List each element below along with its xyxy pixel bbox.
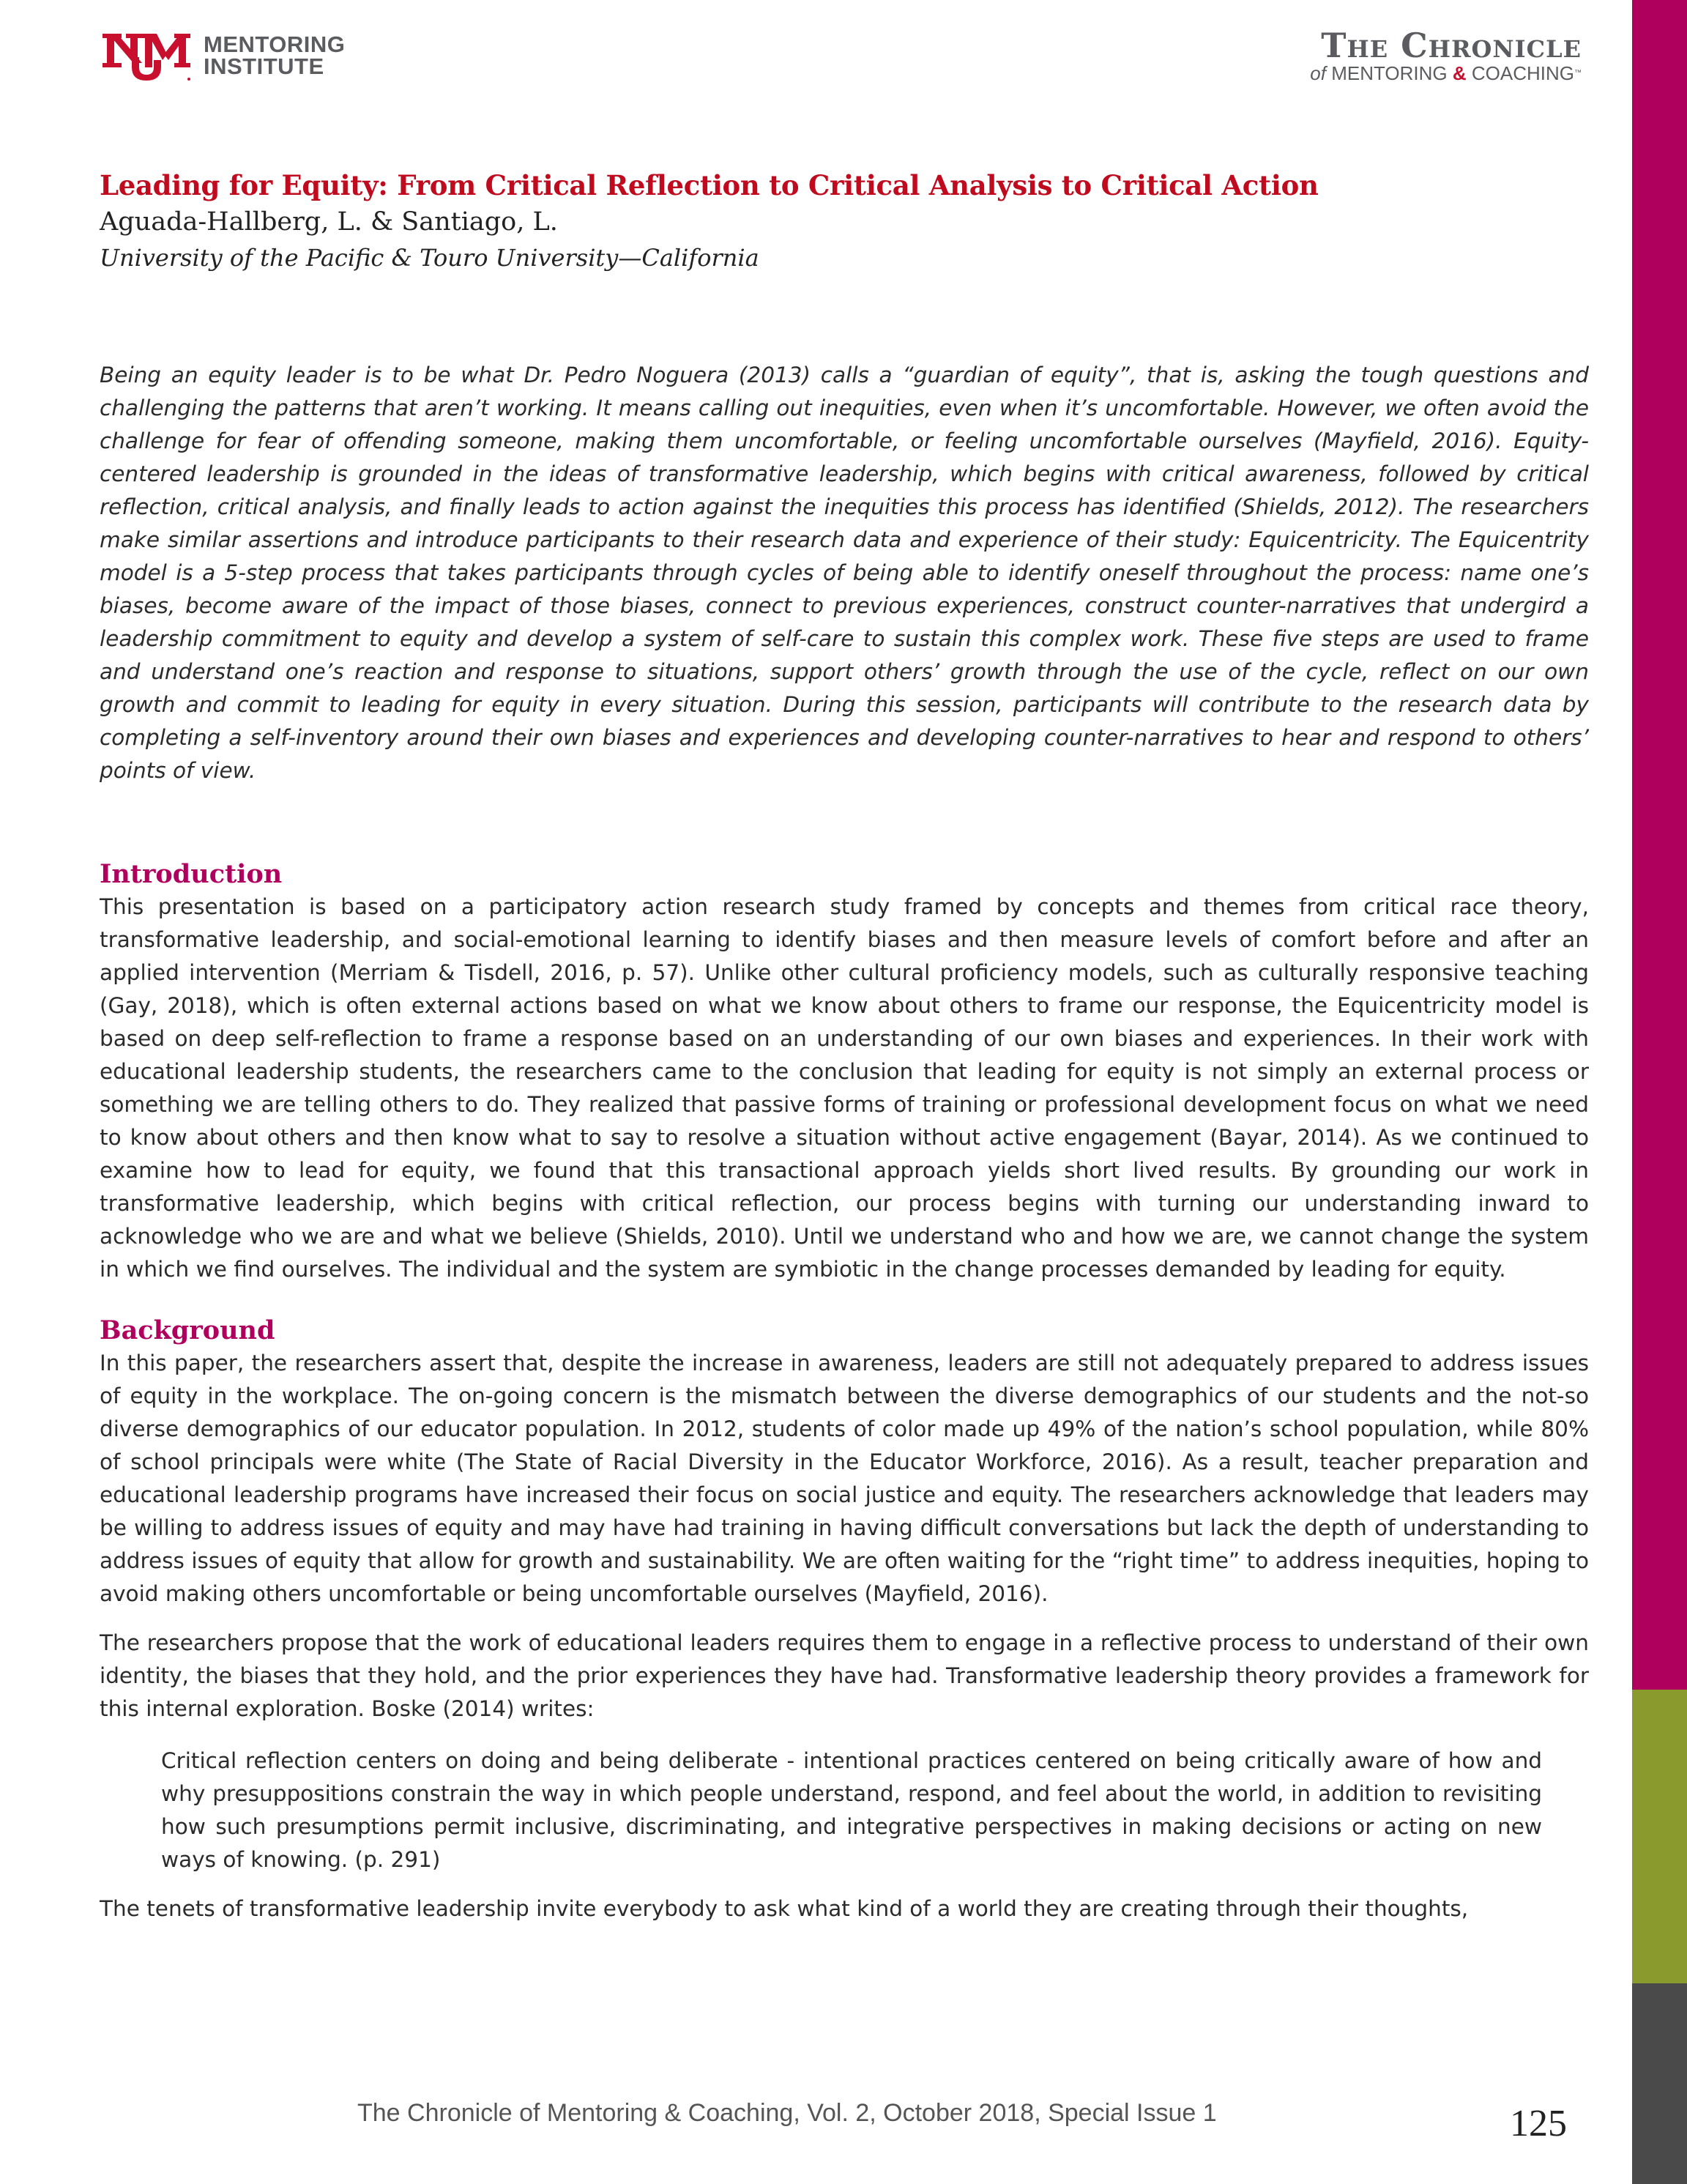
logo-line-2: INSTITUTE xyxy=(204,53,324,79)
article-affiliation: University of the Pacific & Touro University—California xyxy=(100,244,759,272)
article-body xyxy=(100,359,1589,1925)
article-title: Leading for Equity: From Critical Reflection to Critical Analysis to Critical Action xyxy=(100,169,1319,201)
unm-logo-icon xyxy=(101,29,190,82)
footer-citation: The Chronicle of Mentoring & Coaching, Vol. 2, October 2018, Special Issue 1 xyxy=(357,2099,1217,2127)
article-authors: Aguada-Hallberg, L. & Santiago, L. xyxy=(100,207,558,237)
chronicle-logo xyxy=(1274,28,1582,83)
introduction-paragraph: This presentation is based on a participatory action research study framed by concepts and themes from critical race theory, transformative leadership, and social-emotional learning to identify biases and then measure levels of comfort before and after an applied intervention (Merriam & Tisdell, 2016, p. 57). Unlike other cultural proficiency models, such as culturally responsive teaching (Gay, 2018), which is often external actions based on what we know about others to frame our response, the Equicentricity model is based on deep self-reflection to frame a response based on an understanding of our own biases and experiences. In their work with educational leadership students, the researchers came to the conclusion that leading for equity is not simply an external process or something we are telling others to do. They realized that passive forms of training or professional development focus on what we need to know about others and then know what to say to resolve a situation without active engagement (Bayar, 2014). As we continued to examine how to lead for equity, we found that this transactional approach yields short lived results. By grounding our work in transformative leadership, which begins with critical reflection, our process begins with turning our understanding inward to acknowledge who we are and what we believe (Shields, 2010). Until we understand who and how we are, we cannot change the system in which we find ourselves. The individual and the system are symbiotic in the change processes demanded by leading for equity. xyxy=(100,894,1589,1282)
side-stripe-olive xyxy=(1632,1690,1687,1983)
abstract: Being an equity leader is to be what Dr. Pedro Noguera (2013) calls a “guardian of equity”, that is, asking the tough questions and challenging the patterns that aren’t working. It means calling out inequities, even when it’s uncomfortable. However, we often avoid the challenge for fear of offending someone, making them uncomfortable, or feeling uncomfortable ourselves (Mayfield, 2016). Equity-centered leadership is grounded in the ideas of transformative leadership, which begins with critical awareness, followed by critical reflection, critical analysis, and finally leads to action against the inequities this process has identified (Shields, 2012). The researchers make similar assertions and introduce participants to their research data and experience of their study: Equicentricity. The Equicentrity model is a 5-step process that takes participants through cycles of being able to identify oneself throughout the process: name one’s biases, become aware of the impact of those biases, connect to previous experiences, construct counter-narratives that undergird a leadership commitment to equity and develop a system of self-care to sustain this complex work. These five steps are used to frame and understand one’s reaction and response to situations, support others’ growth through the use of the cycle, reflect on our own growth and commit to leading for equity in every situation. During this session, participants will contribute to the research data by completing a self-inventory around their own biases and experiences and developing counter-narratives to hear and respond to others’ points of view. xyxy=(100,363,1589,783)
trademark-symbol: ™ xyxy=(1574,69,1582,77)
background-paragraph-1: In this paper, the researchers assert that, despite the increase in awareness, leaders are still not adequately prepared to address issues of equity in the workplace. The on-going concern is the mismatch between the diverse demographics of our students and the not-so diverse demographics of our educator population. In 2012, students of color made up 49% of the nation’s school population, while 80% of school principals were white (The State of Racial Diversity in the Educator Workforce, 2016). As a result, teacher preparation and educational leadership programs have increased their focus on social justice and equity. The researchers acknowledge that leaders may be willing to address issues of equity and may have had training in having difficult conversations but lack the depth of understanding to address issues of equity that allow for growth and sustainability. We are often waiting for the “right time” to address inequities, hoping to avoid making others uncomfortable or being uncomfortable ourselves (Mayfield, 2016). xyxy=(100,1351,1589,1606)
background-paragraph-2: The researchers propose that the work of educational leaders requires them to engage in a reflective process to understand of their own identity, the biases that they hold, and the prior experiences they have had. Transformative leadership theory provides a framework for this internal exploration. Boske (2014) writes: xyxy=(100,1630,1589,1721)
side-stripe-grey xyxy=(1632,1983,1687,2184)
mentoring-institute-logo xyxy=(101,29,345,82)
chronicle-of: of xyxy=(1310,62,1326,84)
blockquote xyxy=(161,1745,1542,1876)
logo-line-1: MENTORING xyxy=(204,31,346,57)
section-heading-background: Background xyxy=(100,1315,275,1345)
page-number: 125 xyxy=(1510,2103,1567,2144)
chronicle-coaching: COACHING xyxy=(1471,62,1574,84)
chronicle-subtitle xyxy=(1274,63,1582,83)
trailing-paragraph: The tenets of transformative leadership invite everybody to ask what kind of a world they are creating through their thoughts, xyxy=(100,1896,1469,1921)
chronicle-mentoring: MENTORING xyxy=(1331,62,1448,84)
chronicle-title: The Chronicle xyxy=(1321,26,1582,65)
article-header xyxy=(100,167,1593,275)
chronicle-ampersand: & xyxy=(1452,62,1467,84)
side-stripe-magenta xyxy=(1632,0,1687,1690)
blockquote-text: Critical reflection centers on doing and being deliberate - intentional practices centered on being critically aware of how and why presuppositions constrain the way in which people understand, respond, and feel about the world, in addition to revisiting how such presumptions permit inclusive, discriminating, and integrative perspectives in making decisions or acting on new ways of knowing. (p. 291) xyxy=(161,1748,1542,1872)
section-heading-introduction: Introduction xyxy=(100,859,283,889)
